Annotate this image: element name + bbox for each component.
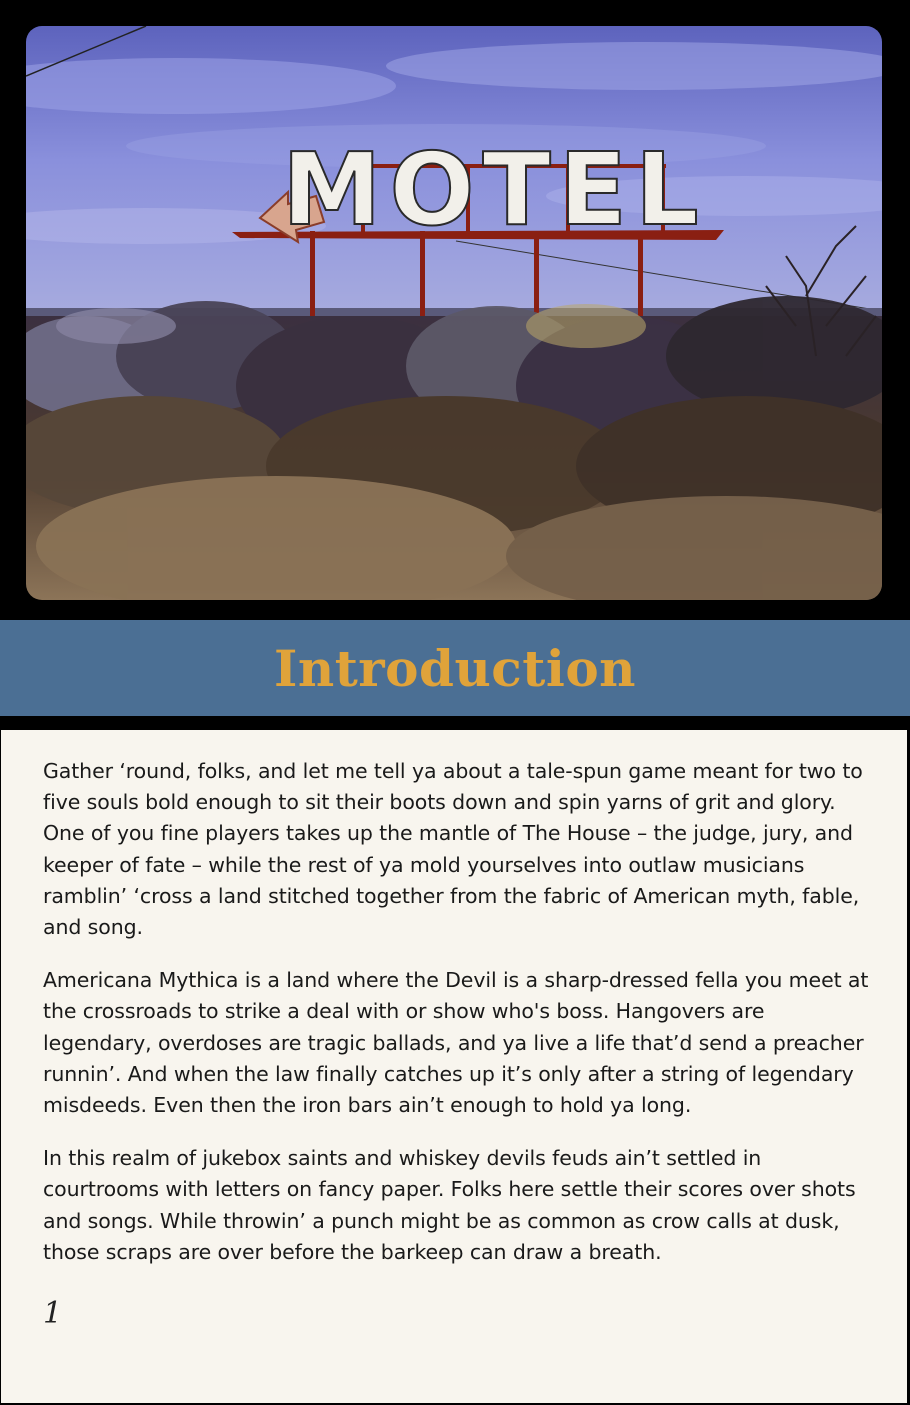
motel-sign-photo [26, 26, 882, 600]
paragraph-3: In this realm of jukebox saints and whiskey devils feuds ain’t settled in courtrooms with letters on fancy paper. Folks here settle their scores over shots and songs. While throwin’ a punch might be as common as crow calls at dusk, those scraps are over before the barkeep can draw a breath. [43, 1146, 856, 1264]
photo-frame [0, 0, 910, 620]
text-panel [1, 730, 907, 1403]
page-title: Introduction [273, 638, 637, 698]
sagebrush [26, 296, 882, 600]
paragraph-2: Americana Mythica is a land where the Devil is a sharp-dressed fella you meet at the crossroads to strike a deal with or show who's boss. Hangovers are legendary, overdoses are tragic ballads, and ya live a life that’d send a preacher runnin’. And when the law finally catches up it’s only after a string of legendary misdeeds. Even then the iron bars ain’t enough to hold ya long. [43, 968, 869, 1118]
page-number: 1 [43, 1296, 63, 1331]
sign-letters: MOTEL [282, 131, 707, 248]
paragraph-1: Gather ‘round, folks, and let me tell ya about a tale-spun game meant for two to five souls bold enough to sit their boots down and spin yarns of grit and glory. One of you fine players takes up the mantle of The House – the judge, jury, and keeper of fate – while the rest of ya mold yourselves into outlaw musicians ramblin’ ‘cross a land stitched together from the fabric of American myth, fable, and song. [43, 759, 863, 940]
title-banner [0, 620, 910, 716]
